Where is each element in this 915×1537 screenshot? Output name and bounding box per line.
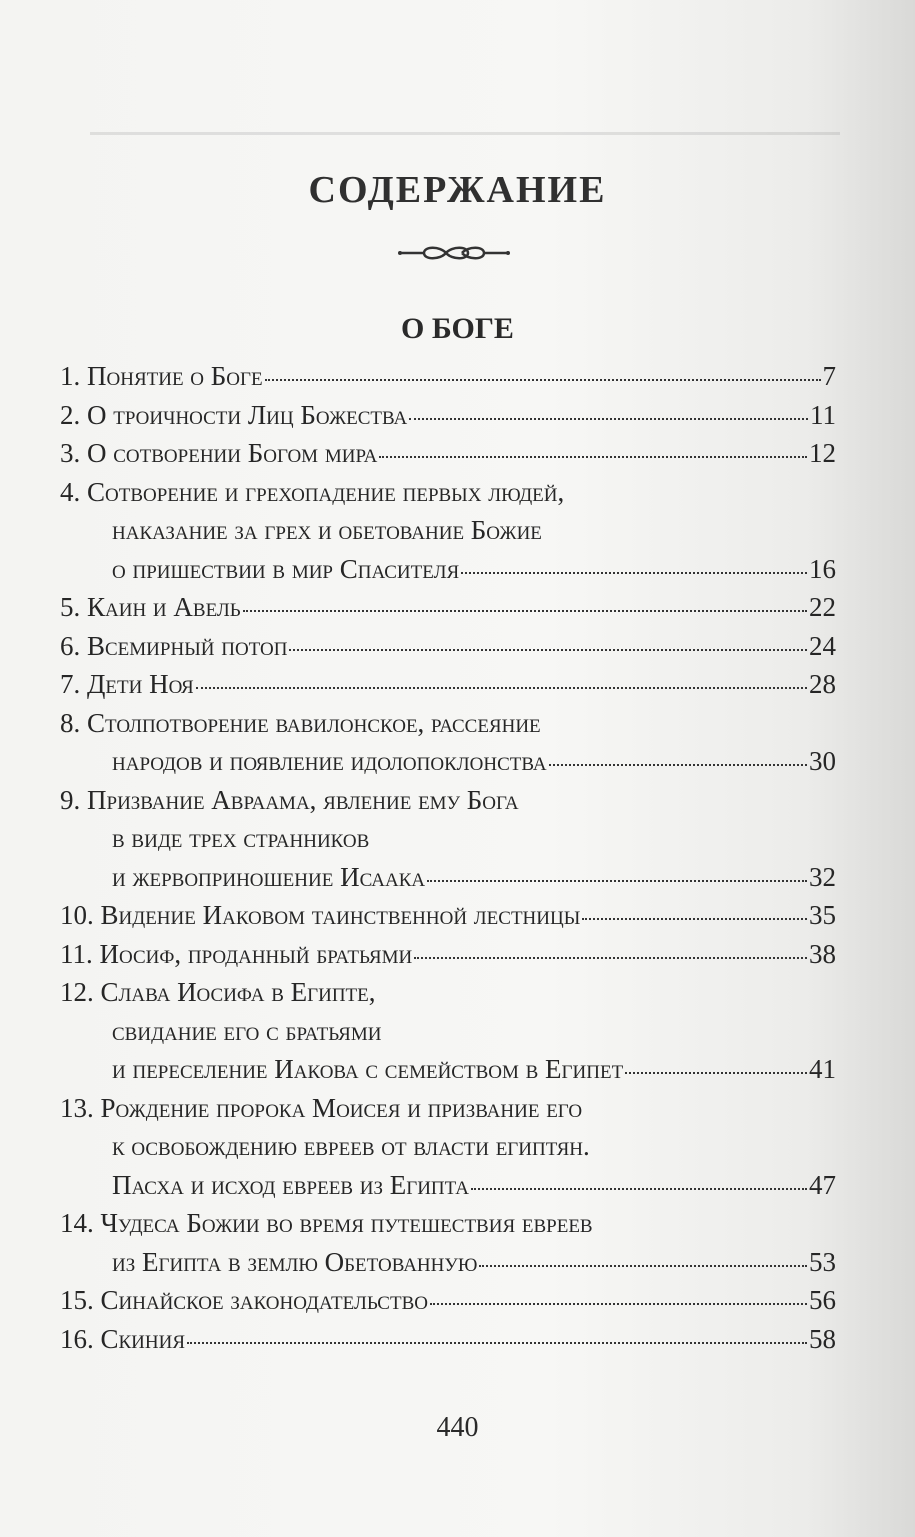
- toc-page-number: 41: [809, 1054, 836, 1084]
- toc-entry[interactable]: [60, 1320, 836, 1359]
- dot-leader: [243, 610, 807, 612]
- dot-leader: [187, 1342, 807, 1344]
- toc-entry-continuation: [60, 1127, 836, 1166]
- toc-entry[interactable]: [60, 1281, 836, 1320]
- toc-entry[interactable]: [60, 1089, 836, 1205]
- toc-entry-line: [60, 434, 836, 473]
- toc-entry-line: [60, 396, 836, 435]
- toc-entry-text: 10. Видение Иаковом таинственной лестницы: [60, 900, 581, 930]
- dot-leader: [625, 1072, 807, 1074]
- toc-entry[interactable]: [60, 896, 836, 935]
- toc-page-number: 38: [809, 938, 836, 969]
- toc-entry-text: наказание за грех и обетование Божие: [112, 515, 542, 545]
- toc-page-number: 32: [809, 861, 836, 892]
- toc-entry-text: народов и появление идолопоклонства: [112, 746, 547, 776]
- toc-entry-line: [60, 1281, 836, 1320]
- toc-entry-text: о пришествии в мир Спасителя: [112, 553, 460, 584]
- ornament-divider: [398, 240, 510, 266]
- dot-leader: [265, 379, 821, 381]
- dot-leader: [409, 418, 808, 420]
- toc-entry-line: [60, 627, 836, 666]
- toc-entry-text: к освобождению евреев от власти египтян.: [112, 1131, 590, 1161]
- toc-page-number: 24: [809, 630, 836, 661]
- toc-page-number: 12: [809, 438, 836, 468]
- toc-entry[interactable]: [60, 357, 836, 396]
- dot-leader: [379, 456, 807, 458]
- dot-leader: [427, 880, 807, 882]
- dot-leader: [479, 1265, 807, 1267]
- toc-entry[interactable]: [60, 781, 836, 897]
- toc-entry-line: [60, 357, 836, 396]
- dot-leader: [471, 1188, 807, 1190]
- toc-entry[interactable]: [60, 935, 836, 974]
- toc-entry-continuation: [60, 1166, 836, 1205]
- toc-entry[interactable]: [60, 973, 836, 1089]
- toc-entry-text: и переселение Иакова с семейством в Египет: [112, 1054, 624, 1084]
- toc-entry-line: [60, 704, 836, 743]
- toc-entry-continuation: [60, 742, 836, 781]
- toc-entry-continuation: [60, 511, 836, 550]
- toc-entry-continuation: [60, 1050, 836, 1089]
- toc-entry-line: [60, 1320, 836, 1359]
- toc-page-number: 35: [809, 900, 836, 930]
- toc-entry[interactable]: [60, 473, 836, 589]
- toc-entry-text: 9. Призвание Авраама, явление ему Бога: [60, 784, 519, 815]
- toc-entry[interactable]: [60, 665, 836, 704]
- toc-page-number: 53: [809, 1246, 836, 1277]
- toc-entry[interactable]: [60, 704, 836, 781]
- toc-entry-text: 6. Всемирный потоп: [60, 630, 288, 661]
- toc-entry-line: [60, 665, 836, 704]
- section-heading: О БОГЕ: [401, 312, 514, 345]
- toc-page-number: 7: [822, 361, 836, 391]
- toc-page-number: 11: [810, 399, 836, 430]
- toc-entry-text: 16. Скиния: [60, 1323, 186, 1354]
- toc-page-number: 22: [809, 592, 836, 622]
- toc-entry[interactable]: [60, 627, 836, 666]
- toc-entry[interactable]: [60, 1204, 836, 1281]
- bleed-through-rule: [90, 118, 840, 135]
- toc-entry-text: 4. Сотворение и грехопадение первых людей,: [60, 476, 565, 507]
- toc-entry-text: в виде трех странников: [112, 823, 370, 853]
- dot-leader: [196, 687, 807, 689]
- toc-entry-text: 2. О троичности Лиц Божества: [60, 399, 408, 430]
- toc-entry-text: 12. Слава Иосифа в Египте,: [60, 977, 376, 1007]
- toc-entry-continuation: [60, 550, 836, 589]
- toc-entry-line: [60, 896, 836, 935]
- dot-leader: [461, 572, 807, 574]
- toc-entry-line: [60, 588, 836, 627]
- page-number: 440: [436, 1412, 479, 1443]
- toc-entry-text: 5. Каин и Авель: [60, 592, 241, 622]
- toc-page-number: 56: [809, 1285, 836, 1315]
- toc-entry-line: [60, 935, 836, 974]
- toc-entry-line: [60, 473, 836, 512]
- dot-leader: [414, 957, 807, 959]
- toc-entry-text: 1. Понятие о Боге: [60, 361, 263, 391]
- toc-entry-text: 11. Иосиф, проданный братьями: [60, 938, 413, 969]
- toc-entry-continuation: [60, 819, 836, 858]
- toc-entry-continuation: [60, 1012, 836, 1051]
- dot-leader: [289, 649, 807, 651]
- toc-entry-continuation: [60, 1243, 836, 1282]
- toc-page-number: 47: [809, 1169, 836, 1200]
- dot-leader: [549, 764, 807, 766]
- toc-entry-text: и жервоприношение Исаака: [112, 861, 426, 892]
- toc-entry-text: 7. Дети Ноя: [60, 669, 194, 699]
- toc-entry-text: 13. Рождение пророка Моисея и призвание его: [60, 1092, 583, 1123]
- toc-entry[interactable]: [60, 434, 836, 473]
- toc-entry-text: 15. Синайское законодательство: [60, 1285, 428, 1315]
- toc-entry-line: [60, 973, 836, 1012]
- toc-page-number: 30: [809, 746, 836, 776]
- toc-entry-continuation: [60, 858, 836, 897]
- dot-leader: [582, 918, 807, 920]
- toc-entry-text: 3. О сотворении Богом мира: [60, 438, 378, 468]
- toc-page-number: 28: [809, 669, 836, 699]
- toc-entry[interactable]: [60, 396, 836, 435]
- toc-page-number: 16: [809, 553, 836, 584]
- toc-entry-text: 8. Столпотворение вавилонское, рассеяние: [60, 707, 541, 738]
- toc-entry[interactable]: [60, 588, 836, 627]
- toc-entry-text: Пасха и исход евреев из Египта: [112, 1169, 470, 1200]
- page-title: СОДЕРЖАНИЕ: [308, 169, 607, 211]
- toc-entry-text: 14. Чудеса Божии во время путешествия евреев: [60, 1208, 593, 1238]
- toc-entry-text: свидание его с братьями: [112, 1015, 382, 1046]
- table-of-contents: [60, 357, 836, 1358]
- dot-leader: [430, 1303, 807, 1305]
- toc-entry-line: [60, 1089, 836, 1128]
- toc-entry-text: из Египта в землю Обетованную: [112, 1246, 478, 1277]
- toc-page-number: 58: [809, 1323, 836, 1354]
- toc-entry-line: [60, 1204, 836, 1243]
- toc-entry-line: [60, 781, 836, 820]
